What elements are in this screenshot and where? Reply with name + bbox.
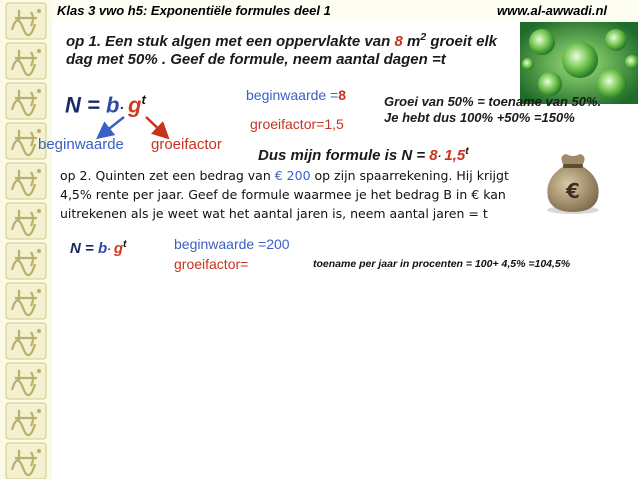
site-url: www.al-awwadi.nl: [497, 3, 608, 18]
arrow-to-groeifactor: [146, 117, 166, 136]
q1-result-formula: [258, 145, 469, 164]
money-bag-icon: [538, 150, 608, 216]
formula1-N: N =: [65, 92, 106, 118]
algae-photo: [520, 22, 638, 104]
question-1-line-2: dag met 50% . Geef de formule, neem aantal dagen =t: [66, 51, 446, 68]
q1-area-value: 8: [394, 33, 403, 50]
q1-groeifactor: groeifactor=1,5: [250, 116, 344, 132]
q2-groeifactor: groeifactor=: [174, 256, 249, 272]
formula2-b: b: [97, 240, 108, 257]
calligraphy-border-strip: [0, 0, 52, 479]
arrow-to-beginwaarde: [100, 117, 124, 136]
q1-result-dot: ·: [437, 151, 445, 163]
q1-result-b: 8: [429, 147, 438, 164]
question-1-line-1: [66, 31, 497, 50]
q2-text-a: op 2. Quinten zet een bedrag van: [60, 168, 275, 183]
q1-beginwaarde-value: 8: [338, 87, 347, 103]
q1-result-g: 1,5: [444, 147, 466, 164]
general-formula-2: [70, 238, 127, 257]
formula2-N: N =: [70, 240, 98, 257]
formula1-g: g: [127, 92, 142, 118]
formula1-dot: ·: [119, 99, 128, 116]
q1-text-a: op 1. Een stuk algen met een oppervlakte van: [66, 33, 395, 50]
q1-text-c: groeit elk: [426, 33, 498, 50]
calligraphy-pattern: [0, 0, 52, 479]
q1-unit-exponent: 2: [420, 31, 427, 43]
formula1-b: b: [105, 92, 120, 118]
label-beginwaarde: beginwaarde: [38, 136, 124, 153]
question-2-line-1: [60, 166, 509, 185]
q1-unit: m: [402, 33, 421, 50]
q2-amount: € 200: [274, 168, 311, 183]
q1-beginwaarde-label: beginwaarde =: [246, 87, 339, 103]
q2-beginwaarde: beginwaarde =200: [174, 236, 290, 252]
label-groeifactor: groeifactor: [151, 136, 222, 153]
q1-note-line-1: Groei van 50% = toename van 50%.: [384, 94, 602, 109]
formula2-t: t: [123, 238, 127, 250]
q1-beginwaarde: [246, 87, 346, 103]
question-2-text: [60, 166, 509, 223]
q1-note: [384, 94, 601, 126]
formula2-g: g: [113, 240, 124, 257]
q2-note: toename per jaar in procenten = 100+ 4,5% =104,5%: [313, 258, 571, 270]
page-title: Klas 3 vwo h5: Exponentiële formules deel 1: [57, 3, 331, 18]
q1-result-t: t: [465, 145, 469, 157]
svg-text:€: €: [566, 179, 580, 203]
question-2-line-2: 4,5% rente per jaar. Geef de formule waarmee je het bedrag B in € kan: [60, 187, 506, 202]
q1-note-line-2: Je hebt dus 100% +50% =150%: [384, 110, 575, 125]
q1-result-prefix: Dus mijn formule is N =: [258, 147, 430, 164]
q2-text-b: op zijn spaarrekening. Hij krijgt: [310, 168, 509, 183]
formula1-t: t: [141, 92, 146, 107]
question-2-line-3: uitrekenen als je weet wat het aantal jaren is, neem aantal jaren = t: [60, 206, 488, 221]
formula2-dot: ·: [107, 244, 114, 256]
